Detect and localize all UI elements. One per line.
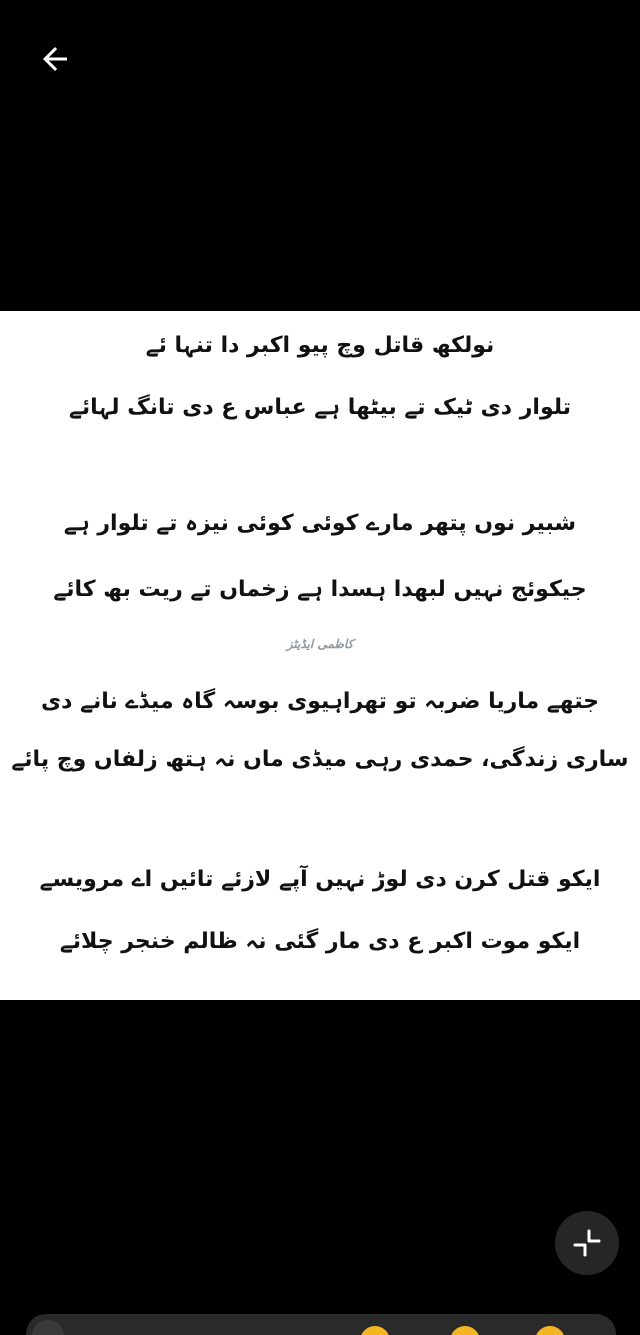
poem-line: ایکو قتل کرن دی لوڑ نہیں آپے لازئے تائیں اے مرویسے: [39, 867, 601, 892]
reaction-tray: [26, 1314, 616, 1335]
poem-image[interactable]: [0, 311, 640, 1000]
poem-line: ایکو موت اکبر ع دی مار گئی نہ ظالم خنجر چلائے: [59, 929, 581, 954]
poem-line: جیکوئج نہیں لبھدا ہسدا ہے زخماں تے ریت بھ کائے: [53, 577, 587, 602]
arrow-left-icon: [37, 41, 73, 77]
exit-fullscreen-icon: [569, 1225, 605, 1261]
back-button[interactable]: [30, 34, 80, 84]
poem-line: نولکھ قاتل وچ پیو اکبر دا تنہا ئے: [145, 333, 495, 358]
bottom-reaction-bar: [0, 1310, 640, 1335]
watermark-text: کاظمی ایڈیٹز: [286, 637, 354, 651]
poem-line: ساری زندگی، حمدی رہی میڈی ماں نہ ہتھ زلفاں وچ پائے: [11, 747, 629, 772]
exit-fullscreen-button[interactable]: [555, 1211, 619, 1275]
poem-line: جتھے ماریا ضربہ تو تھراہیوی بوسہ گاہ میڈے نانے دی: [40, 689, 600, 714]
poem-line: تلوار دی ٹیک تے بیٹھا ہے عباس ع دی تانگ لہائے: [69, 395, 571, 420]
poem-line: شبیر نوں پتھر مارے کوئی کوئی نیزہ تے تلوار ہے: [63, 511, 577, 536]
